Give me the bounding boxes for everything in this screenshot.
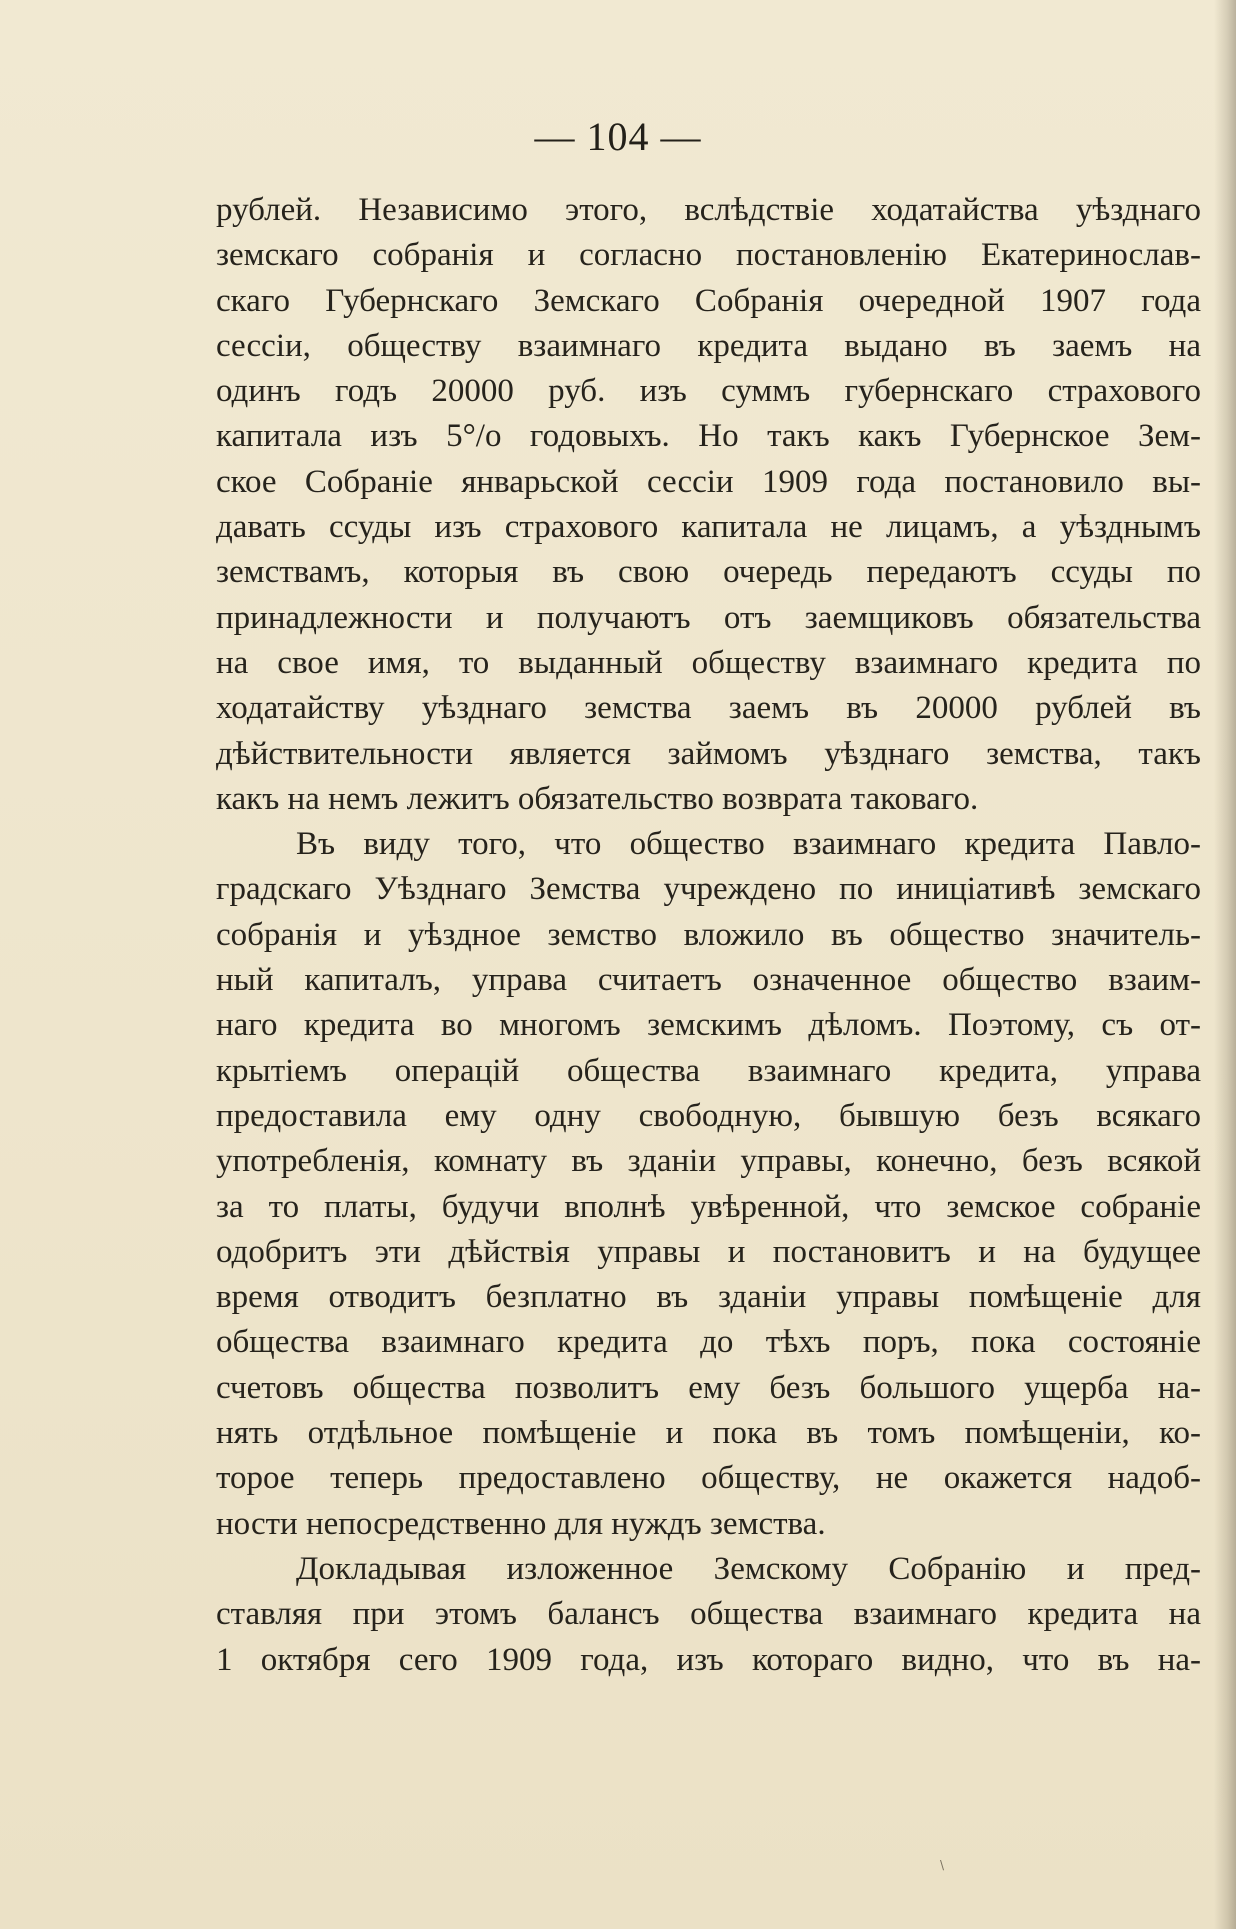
text-line: давать ссуды изъ страхового капитала не лицамъ, а уѣзднымъ — [216, 509, 1201, 546]
text-line: собранія и уѣздное земство вложило въ общество значитель- — [216, 916, 1201, 953]
text-line: торое теперь предоставлено обществу, не окажется надоб- — [216, 1460, 1201, 1497]
text-line: счетовъ общества позволитъ ему безъ большого ущерба на- — [216, 1369, 1201, 1406]
text-line: принадлежности и получаютъ отъ заемщиковъ обязательства — [216, 599, 1201, 636]
text-line: ности непосредственно для нуждъ земства. — [216, 1505, 826, 1542]
text-line: градскаго Уѣзднаго Земства учреждено по иниціативѣ земскаго — [216, 871, 1201, 908]
text-line: 1 октября сего 1909 года, изъ котораго видно, что въ на- — [216, 1641, 1201, 1678]
text-line: ный капиталъ, управа считаетъ означенное общество взаим- — [216, 962, 1201, 999]
page-edge-shadow — [1214, 0, 1236, 1929]
page-number: — 104 — — [534, 114, 702, 159]
text-line: наго кредита во многомъ земскимъ дѣломъ. Поэтому, съ от- — [216, 1007, 1201, 1044]
text-line: за то платы, будучи вполнѣ увѣренной, что земское собраніе — [216, 1188, 1201, 1225]
text-line: общества взаимнаго кредита до тѣхъ поръ, пока состояніе — [216, 1324, 1201, 1361]
text-line: на свое имя, то выданный обществу взаимнаго кредита по — [216, 644, 1201, 681]
text-line: ское Собраніе январьской сессіи 1909 года постановило вы- — [216, 463, 1201, 500]
paper-speck-mark: \ — [940, 1858, 945, 1872]
text-line: ставляя при этомъ балансъ общества взаимнаго кредита на — [216, 1596, 1201, 1633]
text-line: употребленія, комнату въ зданіи управы, конечно, безъ всякой — [216, 1143, 1201, 1180]
text-line: одинъ годъ 20000 руб. изъ суммъ губернскаго страхового — [216, 373, 1201, 410]
text-line: предоставила ему одну свободную, бывшую безъ всякаго — [216, 1097, 1201, 1134]
text-line: какъ на немъ лежитъ обязательство возврата таковаго. — [216, 780, 979, 817]
text-line: Докладывая изложенное Земскому Собранію и пред- — [296, 1550, 1201, 1587]
text-line: капитала изъ 5°/о годовыхъ. Но такъ какъ Губернское Зем- — [216, 418, 1201, 455]
text-line: земскаго собранія и согласно постановленію Екатеринослав- — [216, 237, 1201, 274]
text-line: время отводитъ безплатно въ зданіи управы помѣщеніе для — [216, 1279, 1201, 1316]
text-line: дѣйствительности является займомъ уѣзднаго земства, такъ — [216, 735, 1201, 772]
text-line: нять отдѣльное помѣщеніе и пока въ томъ помѣщеніи, ко- — [216, 1415, 1201, 1452]
text-line: сессіи, обществу взаимнаго кредита выдано въ заемъ на — [216, 327, 1201, 364]
text-line: крытіемъ операцій общества взаимнаго кредита, управа — [216, 1052, 1201, 1089]
text-line: земствамъ, которыя въ свою очередь передаютъ ссуды по — [216, 554, 1201, 591]
text-line: одобритъ эти дѣйствія управы и постановитъ и на будущее — [216, 1233, 1201, 1270]
text-line: Въ виду того, что общество взаимнаго кредита Павло- — [296, 826, 1201, 863]
text-line: ходатайству уѣзднаго земства заемъ въ 20000 рублей въ — [216, 690, 1201, 727]
text-line: скаго Губернскаго Земскаго Собранія очередной 1907 года — [216, 282, 1201, 319]
text-line: рублей. Независимо этого, вслѣдствіе ходатайства уѣзднаго — [216, 192, 1201, 228]
body-text — [216, 188, 1201, 1683]
